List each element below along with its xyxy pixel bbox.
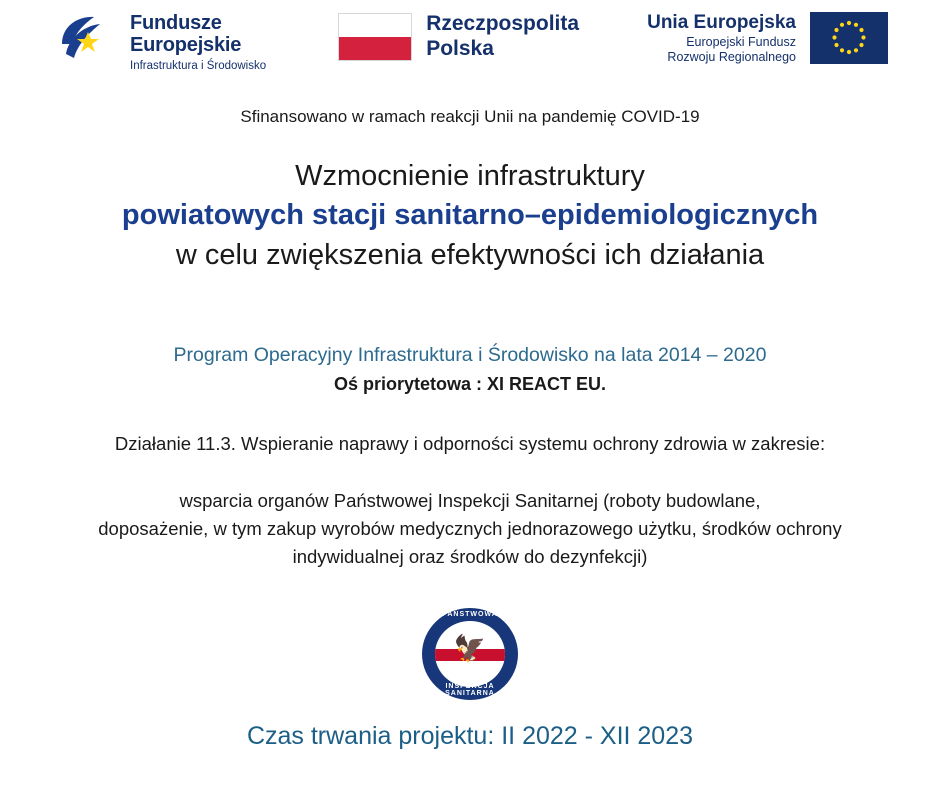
scope-line-1: wsparcia organów Państwowej Inspekcji Sanitarnej (roboty budowlane, <box>179 490 761 512</box>
page-title <box>0 157 940 275</box>
title-line-3: w celu zwiększenia efektywności ich działania <box>175 238 765 271</box>
pl-line-1: Rzeczpospolita <box>426 12 580 35</box>
logo-fundusze-europejskie <box>60 12 266 73</box>
priority-axis: Oś priorytetowa : XI REACT EU. <box>333 374 607 395</box>
fe-line-2: Europejskie <box>130 34 242 57</box>
eu-flag-icon <box>810 12 888 64</box>
ue-line-1: Unia Europejska <box>647 12 796 33</box>
program-block <box>0 341 940 395</box>
subsidy-note: Sfinansowano w ramach reakcji Unii na pandemię COVID-19 <box>240 106 700 126</box>
logo-bar <box>0 0 940 73</box>
emblem-inner <box>435 621 505 687</box>
pl-line-2: Polska <box>426 36 494 60</box>
ue-line-2: Europejski Fundusz <box>686 34 796 49</box>
emblem-wrapper <box>0 608 940 700</box>
operational-program: Program Operacyjny Infrastruktura i Środowisko na lata 2014 – 2020 <box>173 343 767 366</box>
action-description: Działanie 11.3. Wspieranie naprawy i odporności systemu ochrony zdrowia w zakresie: <box>114 433 826 455</box>
scope-line-3: indywidualnej oraz środków do dezynfekcji) <box>292 546 648 568</box>
scope-description <box>0 487 940 571</box>
panstwowa-inspekcja-sanitarna-icon <box>422 608 518 700</box>
title-line-1: Wzmocnienie infrastruktury <box>295 159 645 192</box>
fe-line-3: Infrastruktura i Środowisko <box>130 59 267 72</box>
ue-line-3: Rozwoju Regionalnego <box>667 49 796 64</box>
emblem-bottom-text: INSPEKCJA SANITARNA <box>445 682 495 697</box>
fe-line-1: Fundusze <box>130 12 222 34</box>
polish-flag-icon <box>338 13 412 61</box>
eagle-icon: 🦅 <box>453 632 487 663</box>
scope-line-2: doposażenie, w tym zakup wyrobów medycznych jednorazowego użytku, środków ochrony <box>98 518 842 540</box>
title-line-2: powiatowych stacji sanitarno–epidemiologicznych <box>121 199 819 232</box>
rzeczpospolita-polska-wordmark <box>426 12 579 62</box>
logo-unia-europejska <box>647 12 888 65</box>
project-duration: Czas trwania projektu: II 2022 - XII 2023 <box>246 721 694 750</box>
fundusze-europejskie-icon <box>60 14 118 70</box>
emblem-top-text: PAŃSTWOWA <box>442 610 498 618</box>
unia-europejska-wordmark <box>647 12 796 65</box>
logo-rzeczpospolita-polska <box>338 12 579 62</box>
fundusze-europejskie-wordmark <box>130 12 266 73</box>
